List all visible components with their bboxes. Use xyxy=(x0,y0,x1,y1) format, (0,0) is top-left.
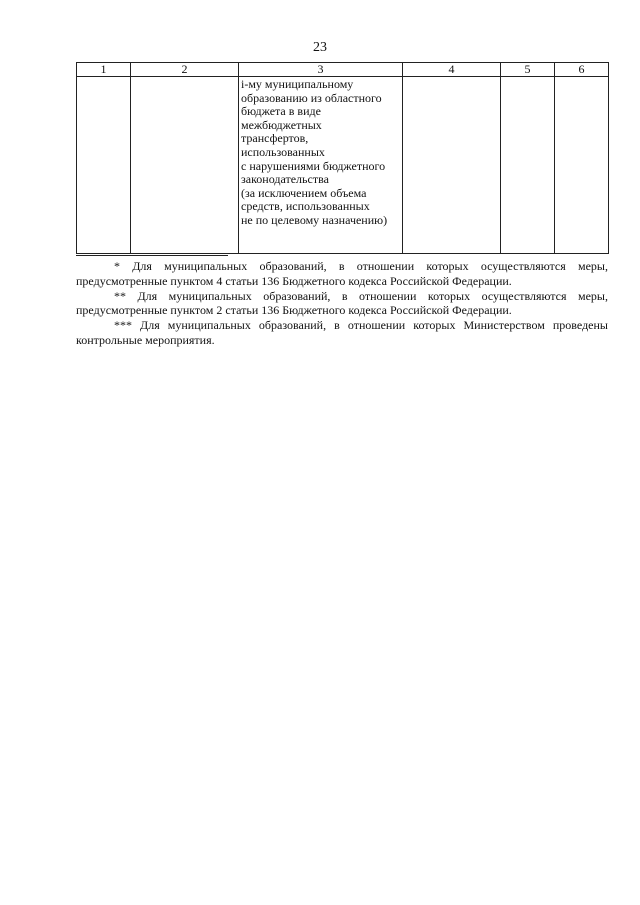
table-row xyxy=(77,77,609,254)
footnote-1: * Для муниципальных образований, в отношении которых осуществляются меры, предусмотренные пунктом 4 статьи 136 Бюджетного кодекса Российской Федерации. xyxy=(76,259,608,288)
footnote-divider xyxy=(76,255,228,256)
column-header-4: 4 xyxy=(403,63,501,77)
column-header-6: 6 xyxy=(555,63,609,77)
data-table xyxy=(76,62,609,254)
table-cell-col2 xyxy=(131,77,239,254)
column-header-3: 3 xyxy=(239,63,403,77)
footnotes-section xyxy=(76,259,608,348)
column-header-1: 1 xyxy=(77,63,131,77)
table-cell-col1 xyxy=(77,77,131,254)
footnote-2: ** Для муниципальных образований, в отношении которых осуществляются меры, предусмотренные пунктом 2 статьи 136 Бюджетного кодекса Российской Федерации. xyxy=(76,288,608,318)
column-header-5: 5 xyxy=(501,63,555,77)
table-cell-col5 xyxy=(501,77,555,254)
table-header-row xyxy=(77,63,609,77)
indicator-description: i-му муниципальному образованию из областного бюджета в виде межбюджетных трансфертов, использованных с нарушениями бюджетного законодательства (за исключением объема средств, использованных не по целевому назначению) xyxy=(241,77,388,227)
table-cell-col4 xyxy=(403,77,501,254)
table-cell-col3 xyxy=(239,77,403,254)
table-cell-col6 xyxy=(555,77,609,254)
footnote-3: *** Для муниципальных образований, в отношении которых Министерством проведены контрольные мероприятия. xyxy=(76,318,608,347)
column-header-2: 2 xyxy=(131,63,239,77)
page-number: 23 xyxy=(313,40,327,55)
